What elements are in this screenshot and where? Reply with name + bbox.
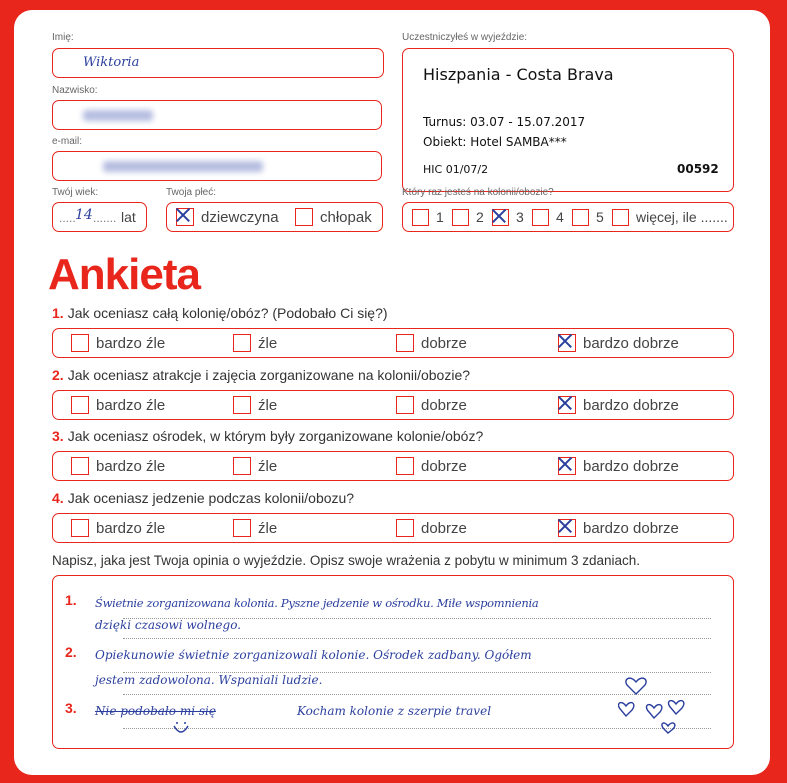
answer-3: Kocham kolonie z szerpie travel <box>297 704 492 718</box>
q3-option-1[interactable] <box>71 452 165 480</box>
opinion-box[interactable] <box>52 575 734 749</box>
q1-checkbox-1[interactable] <box>71 334 89 352</box>
times-label-5: 5 <box>596 209 604 225</box>
q2-option-3[interactable] <box>396 391 467 419</box>
q2-option-1-label: bardzo źle <box>96 396 166 414</box>
email-label: e-mail: <box>52 136 83 147</box>
gender-female-option[interactable] <box>176 203 279 231</box>
q1-option-2[interactable] <box>233 329 277 357</box>
q3-option-4-label: bardzo dobrze <box>583 457 679 475</box>
trip-destination: Hiszpania - Costa Brava <box>423 65 614 84</box>
times-checkbox-5[interactable] <box>572 209 589 226</box>
question-2-text: Jak oceniasz atrakcje i zajęcia zorganizowane na kolonii/obozie? <box>67 367 471 383</box>
trip-turnus: Turnus: 03.07 - 15.07.2017 <box>423 115 586 129</box>
answer-1-line-2: dzięki czasowi wolnego. <box>95 618 242 632</box>
question-2-number: 2. <box>52 367 64 383</box>
q2-option-2[interactable] <box>233 391 277 419</box>
question-4-text: Jak oceniasz jedzenie podczas kolonii/obozu? <box>67 490 355 506</box>
trip-code: HIC 01/07/2 <box>423 163 489 176</box>
hearts-doodle-icon <box>618 668 708 738</box>
redacted-email <box>103 161 263 172</box>
gender-label: Twoja płeć: <box>166 187 217 198</box>
q4-option-1-label: bardzo źle <box>96 519 166 537</box>
smiley-icon <box>171 720 191 740</box>
survey-page <box>14 10 770 775</box>
times-label-4: 4 <box>556 209 564 225</box>
q2-option-4[interactable] <box>558 391 679 419</box>
q3-option-1-label: bardzo źle <box>96 457 166 475</box>
times-label-1: 1 <box>436 209 444 225</box>
age-unit: lat <box>121 209 136 225</box>
trip-number: 00592 <box>677 162 719 176</box>
times-checkbox-3[interactable] <box>492 209 509 226</box>
question-4 <box>52 490 354 506</box>
question-1-answers <box>52 328 734 358</box>
q4-option-1[interactable] <box>71 514 165 542</box>
q3-checkbox-4[interactable] <box>558 457 576 475</box>
q3-checkbox-2[interactable] <box>233 457 251 475</box>
surname-label: Nazwisko: <box>52 85 98 96</box>
q4-checkbox-2[interactable] <box>233 519 251 537</box>
survey-title: Ankieta <box>48 250 200 299</box>
q4-checkbox-1[interactable] <box>71 519 89 537</box>
gender-field <box>166 202 383 232</box>
gender-female-label: dziewczyna <box>201 208 279 226</box>
q3-option-2[interactable] <box>233 452 277 480</box>
question-3-answers <box>52 451 734 481</box>
times-label-more: więcej, ile ....... <box>636 209 728 225</box>
times-option-2[interactable] <box>452 203 484 231</box>
name-label: Imię: <box>52 32 74 43</box>
opinion-number-2: 2. <box>65 644 77 660</box>
q1-option-4-label: bardzo dobrze <box>583 334 679 352</box>
q1-option-2-label: źle <box>258 334 278 352</box>
q1-option-1-label: bardzo źle <box>96 334 166 352</box>
q3-option-2-label: źle <box>258 457 278 475</box>
question-4-number: 4. <box>52 490 64 506</box>
name-value: Wiktoria <box>83 55 140 70</box>
q1-checkbox-4[interactable] <box>558 334 576 352</box>
age-label: Twój wiek: <box>52 187 99 198</box>
gender-male-checkbox[interactable] <box>295 208 313 226</box>
times-option-3[interactable] <box>492 203 524 231</box>
q2-option-4-label: bardzo dobrze <box>583 396 679 414</box>
q1-option-4[interactable] <box>558 329 679 357</box>
question-1-number: 1. <box>52 305 64 321</box>
q4-option-2[interactable] <box>233 514 277 542</box>
age-field[interactable]: ..... 14 ....... lat <box>52 202 147 232</box>
answer-1-line-1: Świetnie zorganizowana kolonia. Pyszne jedzenie w ośrodku. Miłe wspomnienia <box>95 596 539 610</box>
times-option-1[interactable] <box>412 203 444 231</box>
question-4-answers <box>52 513 734 543</box>
q2-checkbox-2[interactable] <box>233 396 251 414</box>
q1-option-3-label: dobrze <box>421 334 467 352</box>
q1-checkbox-3[interactable] <box>396 334 414 352</box>
q4-option-3[interactable] <box>396 514 467 542</box>
gender-male-label: chłopak <box>320 208 372 226</box>
q1-option-3[interactable] <box>396 329 467 357</box>
times-field <box>402 202 734 232</box>
q2-checkbox-4[interactable] <box>558 396 576 414</box>
times-label: Który raz jesteś na kolonii/obozie? <box>402 187 554 198</box>
trip-info-box <box>402 48 734 192</box>
age-value: 14 <box>75 207 93 223</box>
times-label-3: 3 <box>516 209 524 225</box>
times-label-2: 2 <box>476 209 484 225</box>
q4-option-2-label: źle <box>258 519 278 537</box>
q3-checkbox-1[interactable] <box>71 457 89 475</box>
question-2 <box>52 367 470 383</box>
q1-option-1[interactable] <box>71 329 165 357</box>
q3-option-3-label: dobrze <box>421 457 467 475</box>
q1-checkbox-2[interactable] <box>233 334 251 352</box>
q3-option-4[interactable] <box>558 452 679 480</box>
times-checkbox-more[interactable] <box>612 209 629 226</box>
question-3-text: Jak oceniasz ośrodek, w którym były zorganizowane kolonie/obóz? <box>67 428 484 444</box>
question-1-text: Jak oceniasz całą kolonię/obóz? (Podobało Ci się?) <box>67 305 388 321</box>
question-3 <box>52 428 483 444</box>
answer-2-line-1: Opiekunowie świetnie zorganizowali kolonie. Ośrodek zadbany. Ogółem <box>95 648 532 662</box>
opinion-number-1: 1. <box>65 592 77 608</box>
q3-checkbox-3[interactable] <box>396 457 414 475</box>
times-option-4[interactable] <box>532 203 564 231</box>
times-option-5[interactable] <box>572 203 604 231</box>
times-checkbox-2[interactable] <box>452 209 469 226</box>
trip-label: Uczestniczyłeś w wyjeździe: <box>402 32 528 43</box>
times-option-more[interactable] <box>612 203 728 231</box>
q3-option-3[interactable] <box>396 452 467 480</box>
q4-option-3-label: dobrze <box>421 519 467 537</box>
q4-checkbox-3[interactable] <box>396 519 414 537</box>
times-checkbox-4[interactable] <box>532 209 549 226</box>
redacted-surname <box>83 110 153 121</box>
q2-option-2-label: źle <box>258 396 278 414</box>
opinion-prompt: Napisz, jaka jest Twoja opinia o wyjeździe. Opisz swoje wrażenia z pobytu w minimum 3 zdaniach. <box>52 553 641 568</box>
q4-option-4-label: bardzo dobrze <box>583 519 679 537</box>
gender-male-option[interactable] <box>295 203 372 231</box>
q4-checkbox-4[interactable] <box>558 519 576 537</box>
email-field[interactable] <box>52 151 382 181</box>
gender-female-checkbox[interactable] <box>176 208 194 226</box>
q2-checkbox-1[interactable] <box>71 396 89 414</box>
q2-option-1[interactable] <box>71 391 165 419</box>
name-field[interactable] <box>52 48 384 78</box>
q2-option-3-label: dobrze <box>421 396 467 414</box>
times-checkbox-1[interactable] <box>412 209 429 226</box>
answer-2-line-2: jestem zadowolona. Wspaniali ludzie. <box>95 673 323 687</box>
surname-field[interactable] <box>52 100 382 130</box>
answer-3-struck: Nie podobało mi się <box>95 704 216 718</box>
trip-obiekt: Obiekt: Hotel SAMBA*** <box>423 135 567 149</box>
opinion-number-3: 3. <box>65 700 77 716</box>
q4-option-4[interactable] <box>558 514 679 542</box>
q2-checkbox-3[interactable] <box>396 396 414 414</box>
question-2-answers <box>52 390 734 420</box>
question-1 <box>52 305 388 321</box>
question-3-number: 3. <box>52 428 64 444</box>
